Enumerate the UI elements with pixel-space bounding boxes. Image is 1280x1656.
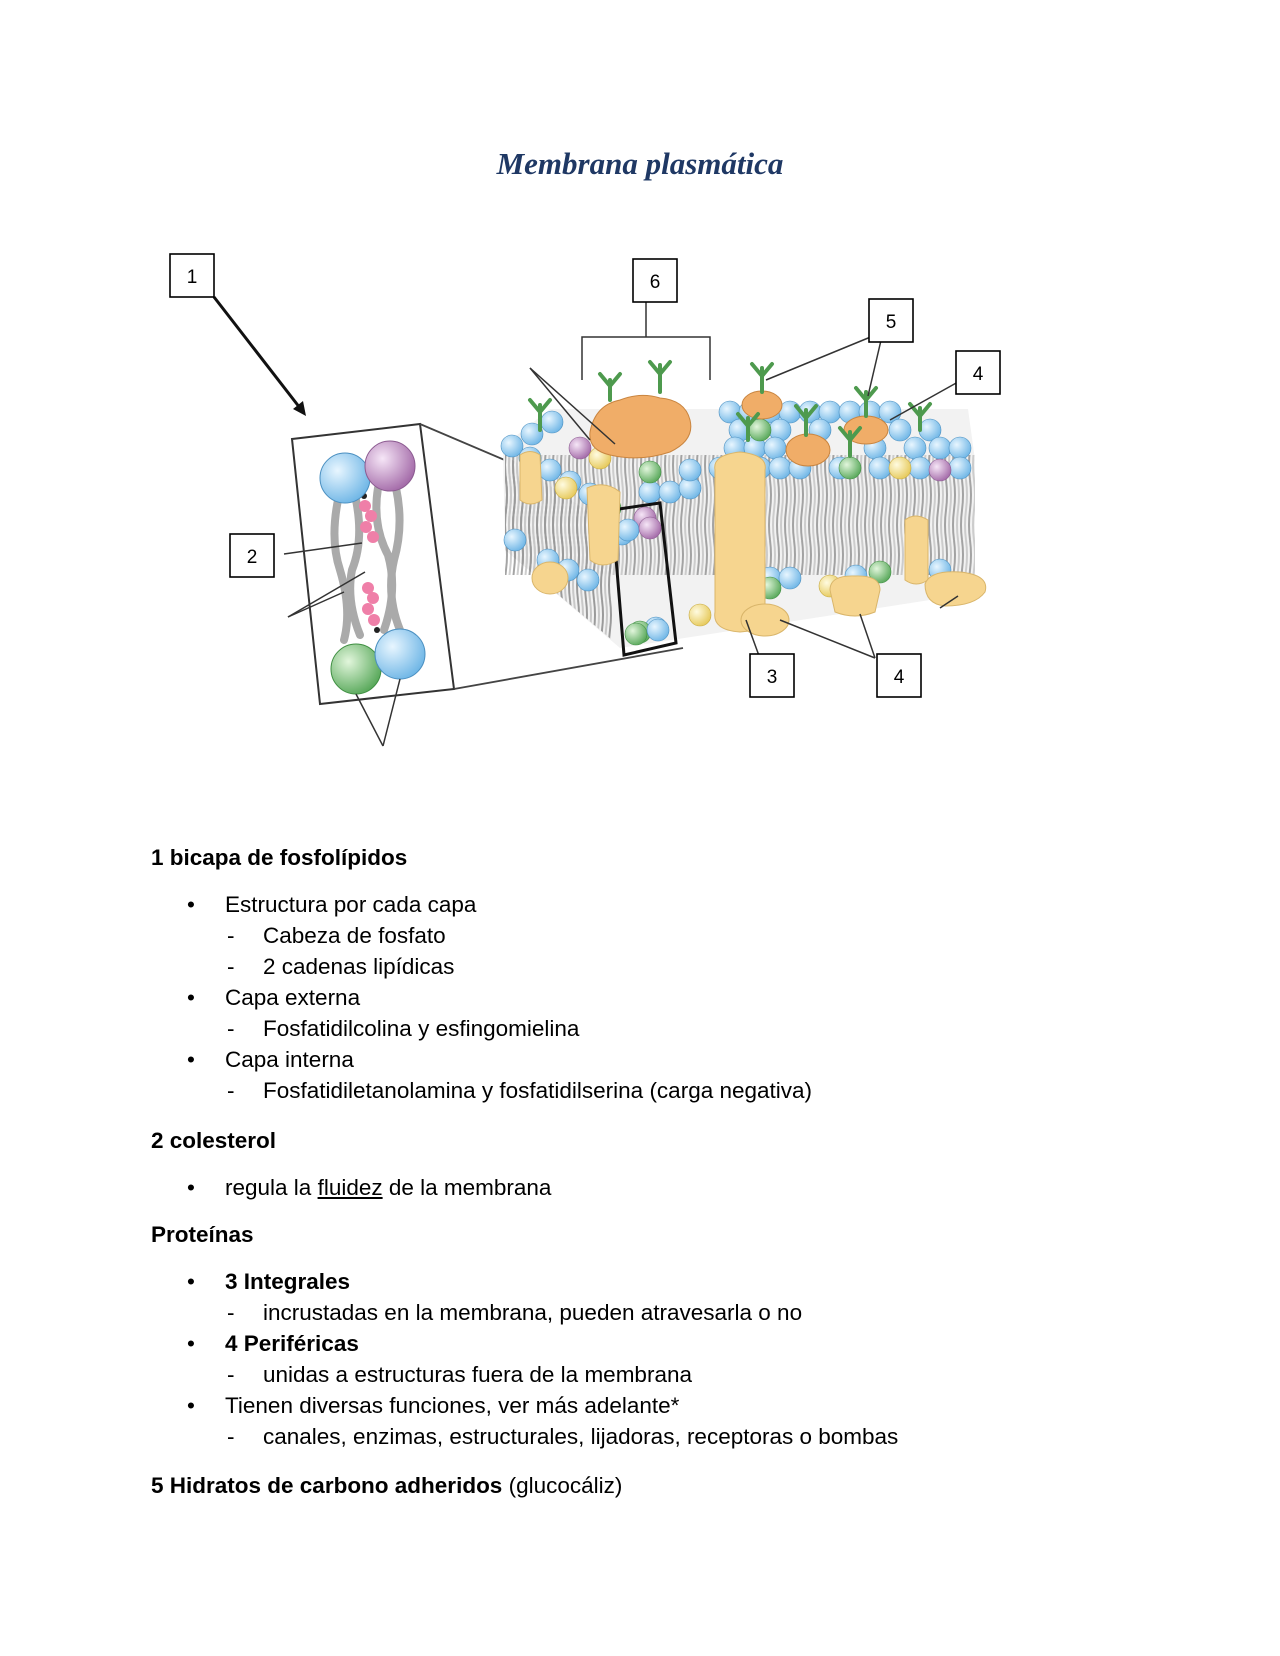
svg-text:4: 4 bbox=[972, 364, 984, 385]
section-heading: Proteínas bbox=[151, 1222, 254, 1247]
section-phospholipids bbox=[151, 842, 1180, 1106]
bullet-icon: • bbox=[187, 1269, 195, 1294]
svg-text:5: 5 bbox=[885, 312, 897, 333]
dash-icon: - bbox=[227, 1078, 235, 1103]
dash-icon: - bbox=[227, 1362, 235, 1387]
bullet-icon: • bbox=[187, 1175, 195, 1200]
callout-4-bottom bbox=[877, 654, 921, 697]
section-proteins bbox=[151, 1219, 1180, 1452]
sub-item: - Fosfatidilcolina y esfingomielina bbox=[151, 1013, 1180, 1044]
svg-text:1: 1 bbox=[186, 267, 198, 288]
section-heading: 1 bicapa de fosfolípidos bbox=[151, 845, 408, 870]
bullet-icon: • bbox=[187, 1047, 195, 1072]
list-item: • Capa externa bbox=[151, 982, 1180, 1013]
section-carbohydrates bbox=[151, 1470, 1180, 1501]
callout-1 bbox=[170, 254, 214, 297]
section-cholesterol bbox=[151, 1125, 1180, 1203]
sub-item: - Fosfatidiletanolamina y fosfatidilserina (carga negativa) bbox=[151, 1075, 1180, 1106]
bullet-icon: • bbox=[187, 1393, 195, 1418]
arrow-to-inset bbox=[214, 297, 306, 416]
bullet-icon: • bbox=[187, 985, 195, 1010]
section-heading: 2 colesterol bbox=[151, 1128, 277, 1153]
list-item: • 4 Periféricas bbox=[151, 1328, 1180, 1359]
sub-item: - incrustadas en la membrana, pueden atravesarla o no bbox=[151, 1297, 1180, 1328]
callout-2 bbox=[230, 534, 274, 577]
dash-icon: - bbox=[227, 1424, 235, 1449]
list-item: • regula la fluidez de la membrana bbox=[151, 1172, 1180, 1203]
page-title: Membrana plasmática bbox=[496, 146, 784, 181]
svg-text:4: 4 bbox=[893, 667, 905, 688]
sub-item: - Cabeza de fosfato bbox=[151, 920, 1180, 951]
sub-item: - unidas a estructuras fuera de la membrana bbox=[151, 1359, 1180, 1390]
list-item: • Capa interna bbox=[151, 1044, 1180, 1075]
svg-text:2: 2 bbox=[246, 547, 258, 568]
callout-6 bbox=[633, 259, 677, 302]
callout-3 bbox=[750, 654, 794, 697]
dash-icon: - bbox=[227, 954, 235, 979]
sub-item: - canales, enzimas, estructurales, lijadoras, receptoras o bombas bbox=[151, 1421, 1180, 1452]
dash-icon: - bbox=[227, 1016, 235, 1041]
fluidez-link[interactable]: fluidez bbox=[317, 1175, 383, 1200]
callout-4-top bbox=[956, 351, 1000, 394]
sub-item: - 2 cadenas lipídicas bbox=[151, 951, 1180, 982]
list-item: • Estructura por cada capa bbox=[151, 889, 1180, 920]
callout-5 bbox=[869, 299, 913, 342]
bullet-icon: • bbox=[187, 1331, 195, 1356]
membrane-block bbox=[501, 362, 986, 655]
list-item: • Tienen diversas funciones, ver más adelante* bbox=[151, 1390, 1180, 1421]
section-heading: 5 Hidratos de carbono adheridos (glucocáliz) bbox=[151, 1473, 623, 1498]
membrane-diagram bbox=[0, 0, 1280, 800]
list-item: • 3 Integrales bbox=[151, 1266, 1180, 1297]
bullet-icon: • bbox=[187, 892, 195, 917]
svg-text:3: 3 bbox=[766, 667, 778, 688]
svg-text:6: 6 bbox=[649, 272, 661, 293]
dash-icon: - bbox=[227, 1300, 235, 1325]
dash-icon: - bbox=[227, 923, 235, 948]
